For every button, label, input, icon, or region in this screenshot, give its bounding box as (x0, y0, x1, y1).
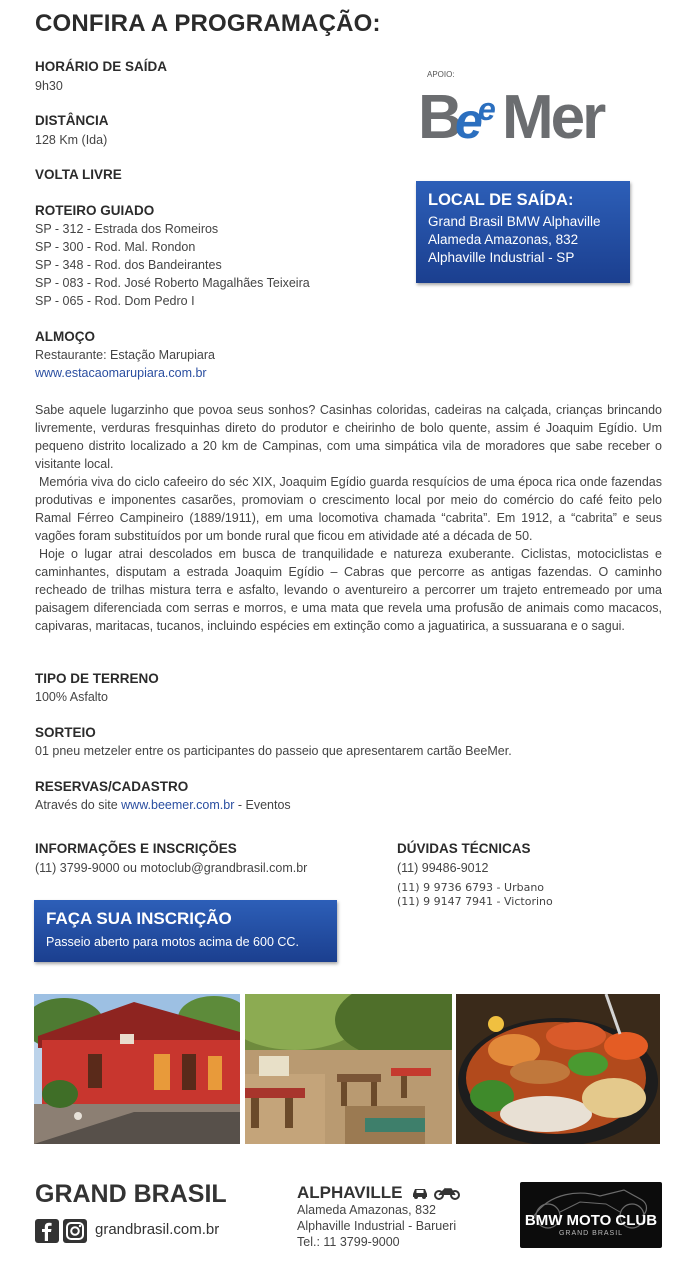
signup-banner[interactable] (34, 900, 337, 962)
signup-title: FAÇA SUA INSCRIÇÃO (46, 909, 232, 928)
free-return-label: VOLTA LIVRE (35, 167, 122, 182)
tech-extra-phone: (11) 9 9147 7941 - Victorino (397, 895, 553, 908)
photo-seafood-dish (456, 994, 660, 1144)
description-paragraph: Sabe aquele lugarzinho que povoa seus sonhos? Casinhas coloridas, cadeiras na calçada, crianças brincando livremente, verduras fresquinhas direto do produtor e cheirinho de bolo quente, assim é Joaquim Egídio. Um pequeno distrito localizado a 20 km de Campinas, com uma simpática vila de moradores que sabe receber o visitante local. (35, 403, 662, 471)
photo-red-house (34, 994, 240, 1144)
route-item: SP - 300 - Rod. Mal. Rondon (35, 240, 196, 254)
reservations-value (35, 796, 291, 814)
svg-text:B: B (418, 83, 460, 152)
route-item: SP - 348 - Rod. dos Bandeirantes (35, 258, 222, 272)
footer-site-link[interactable]: grandbrasil.com.br (95, 1221, 220, 1238)
departure-place-box (416, 181, 630, 283)
route-list (35, 220, 310, 310)
branch-title (297, 1183, 463, 1203)
page-title: CONFIRA A PROGRAMAÇÃO: (35, 10, 381, 37)
distance-label: DISTÂNCIA (35, 113, 109, 128)
motorcycle-icon (435, 1189, 459, 1199)
svg-text:e: e (478, 91, 496, 127)
route-item: SP - 065 - Rod. Dom Pedro I (35, 294, 195, 308)
reservations-link[interactable]: www.beemer.com.br (121, 798, 235, 812)
tech-extra-phones (397, 881, 553, 909)
departure-place-title: LOCAL DE SAÍDA: (428, 191, 574, 209)
raffle-value: 01 pneu metzeler entre os participantes do passeio que apresentarem cartão BeeMer. (35, 744, 512, 758)
beemer-logo (418, 80, 628, 152)
lunch-link[interactable]: www.estacaomarupiara.com.br (35, 366, 207, 380)
info-value: (11) 3799-9000 ou motoclub@grandbrasil.com.br (35, 861, 308, 875)
lunch-label: ALMOÇO (35, 329, 95, 344)
reservations-label: RESERVAS/CADASTRO (35, 779, 189, 794)
description-paragraph: Memória viva do ciclo cafeeiro do séc XIX, Joaquim Egídio guarda resquícios de uma época rica onde fazendas produtivas e imponentes casarões, promoviam o crescimento local por meio do comércio do café feito pelo Ramal Férreo Campineiro (1889/1911), em uma locomotiva chamada “cabrita”. Em 1912, a “cabrita” e seus vagões foram substituídos por um bonde rural que ficou em atividade até a década de 50. (35, 475, 662, 543)
footer-brand: GRAND BRASIL (35, 1180, 227, 1208)
branch-address-line: Alameda Amazonas, 832 (297, 1203, 436, 1217)
route-item: SP - 083 - Rod. José Roberto Magalhães Teixeira (35, 276, 310, 290)
departure-time-label: HORÁRIO DE SAÍDA (35, 59, 168, 74)
description-paragraph: Hoje o lugar atrai descolados em busca de tranquilidade e natureza exuberante. Ciclistas, motociclistas e caminhantes, disputam a estrada Joaquim Egídio – Cabras que percorre as antigas fazendas. O caminho recheado de trilhas mistura terra e asfalto, levando o aventureiro a percorrer um trajeto entremeado por uma paisagem diferenciada com serras e morros, e uma mata que revela uma profusão de animais como macacos, capivaras, maritacas, tucanos, incluindo espécies em extinção como a jaguatirica, a sussuarana e o sagui. (35, 547, 662, 633)
description (35, 401, 662, 635)
reservations-suffix: - Eventos (234, 798, 291, 812)
terrain-label: TIPO DE TERRENO (35, 671, 159, 686)
sponsor-label: APOIO: (427, 70, 455, 79)
departure-place-line: Alameda Amazonas, 832 (428, 232, 579, 247)
club-name: BMW MOTO CLUB (524, 1212, 658, 1229)
svg-text:e: e (455, 93, 483, 149)
tech-label: DÚVIDAS TÉCNICAS (397, 841, 531, 856)
route-label: ROTEIRO GUIADO (35, 203, 155, 218)
photo-garden-restaurant (245, 994, 452, 1144)
car-icon (413, 1189, 427, 1199)
svg-text:Mer: Mer (502, 83, 604, 152)
reservations-prefix: Através do site (35, 798, 122, 812)
branch-name: ALPHAVILLE (297, 1183, 403, 1202)
lunch-restaurant: Restaurante: Estação Marupiara (35, 348, 215, 362)
distance-value: 128 Km (Ida) (35, 133, 108, 147)
branch-address-line: Alphaville Industrial - Barueri (297, 1219, 457, 1233)
tech-extra-phone: (11) 9 9736 6793 - Urbano (397, 881, 545, 894)
instagram-icon[interactable] (63, 1219, 87, 1243)
departure-place-line: Grand Brasil BMW Alphaville (428, 214, 601, 229)
departure-place-line: Alphaville Industrial - SP (428, 250, 575, 265)
branch-phone: Tel.: 11 3799-9000 (297, 1235, 400, 1249)
social-icons (35, 1218, 87, 1244)
info-label: INFORMAÇÕES E INSCRIÇÕES (35, 841, 237, 856)
tech-main-phone: (11) 99486-9012 (397, 861, 489, 875)
raffle-label: SORTEIO (35, 725, 96, 740)
signup-subtitle: Passeio aberto para motos acima de 600 CC. (46, 935, 299, 949)
club-sub: GRAND BRASIL (558, 1230, 624, 1237)
facebook-icon[interactable] (35, 1219, 59, 1243)
terrain-value: 100% Asfalto (35, 690, 108, 704)
departure-time-value: 9h30 (35, 79, 63, 93)
route-item: SP - 312 - Estrada dos Romeiros (35, 222, 219, 236)
bmw-moto-club-logo (520, 1182, 662, 1248)
